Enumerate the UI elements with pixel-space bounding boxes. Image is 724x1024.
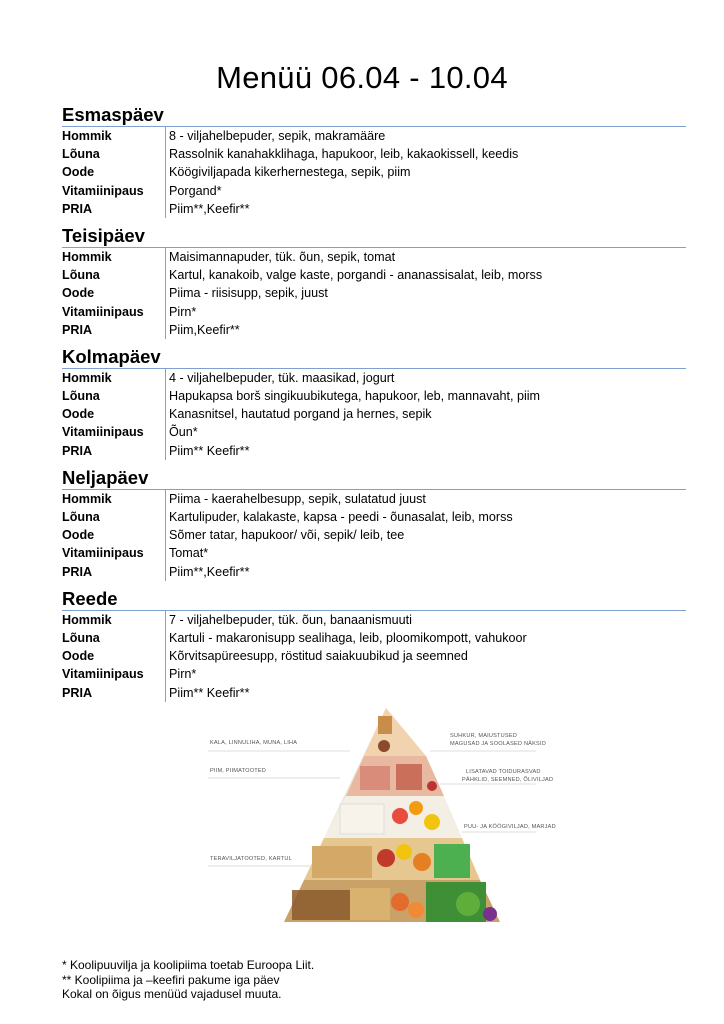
menu-row bbox=[62, 490, 686, 508]
menu-row bbox=[62, 611, 686, 629]
menu-row bbox=[62, 163, 686, 181]
meal-value: 4 - viljahelbepuder, tük. maasikad, jogurt bbox=[169, 370, 395, 385]
meal-value: Maisimannapuder, tük. õun, sepik, tomat bbox=[169, 249, 396, 264]
meal-label: Oode bbox=[62, 163, 166, 181]
day-title: Neljapäev bbox=[62, 467, 686, 490]
menu-row bbox=[62, 508, 686, 526]
pyramid-label-vegetables: PUU- JA KÖÖGIVILJAD, MARJAD bbox=[464, 824, 556, 830]
meal-label: Oode bbox=[62, 647, 166, 665]
meal-value: Piim**,Keefir** bbox=[169, 201, 250, 216]
meal-label: Lõuna bbox=[62, 387, 166, 405]
day-section bbox=[62, 104, 686, 218]
food-pyramid-image bbox=[200, 706, 556, 926]
meal-value: Piima - riisisupp, sepik, juust bbox=[169, 286, 328, 301]
meal-value: Piim,Keefir** bbox=[169, 322, 240, 337]
meal-value: Pirn* bbox=[169, 304, 197, 319]
day-section bbox=[62, 346, 686, 460]
menu-row bbox=[62, 200, 686, 218]
day-section bbox=[62, 225, 686, 339]
meal-label: Hommik bbox=[62, 127, 166, 145]
day-title: Teisipäev bbox=[62, 225, 686, 248]
page-title: Menüü 06.04 - 10.04 bbox=[216, 60, 508, 95]
meal-label: Vitamiinipaus bbox=[62, 303, 166, 321]
meal-label: PRIA bbox=[62, 563, 166, 581]
pyramid-label-sugar: SUHKUR, MAIUSTUSED bbox=[450, 733, 518, 739]
weekly-menu bbox=[62, 104, 686, 709]
menu-row bbox=[62, 321, 686, 339]
meal-value: Piim** Keefir** bbox=[169, 685, 250, 700]
meal-label: Oode bbox=[62, 526, 166, 544]
meal-label: Oode bbox=[62, 284, 166, 302]
pyramid-label-meat: KALA, LINNULIHA, MUNA, LIHA bbox=[210, 740, 298, 746]
meal-label: Vitamiinipaus bbox=[62, 544, 166, 562]
meal-value: 7 - viljahelbepuder, tük. õun, banaanismuuti bbox=[169, 612, 412, 627]
menu-row bbox=[62, 665, 686, 683]
meal-label: Lõuna bbox=[62, 266, 166, 284]
day-section bbox=[62, 588, 686, 702]
meal-label: PRIA bbox=[62, 442, 166, 460]
meal-label: Vitamiinipaus bbox=[62, 423, 166, 441]
pyramid-label-snacks: MAGUSAD JA SOOLASED NÄKSID bbox=[450, 741, 546, 747]
pyramid-label-fats: LISATAVAD TOIDURASVAD bbox=[466, 769, 541, 775]
pyramid-label-dairy: PIIM, PIIMATOOTED bbox=[210, 768, 267, 774]
meal-value: Piim**,Keefir** bbox=[169, 564, 250, 579]
meal-label: Vitamiinipaus bbox=[62, 182, 166, 200]
meal-label: Lõuna bbox=[62, 508, 166, 526]
menu-row bbox=[62, 387, 686, 405]
meal-value: Köögiviljapada kikerhernestega, sepik, piim bbox=[169, 165, 411, 180]
meal-value: Kõrvitsapüreesupp, röstitud saiakuubikud ja seemned bbox=[169, 649, 468, 664]
menu-row bbox=[62, 303, 686, 321]
footnote: * Koolipuuvilja ja koolipiima toetab Euroopa Liit. bbox=[62, 958, 315, 972]
meal-label: Vitamiinipaus bbox=[62, 665, 166, 683]
meal-value: Hapukapsa borš singikuubikutega, hapukoor, leb, mannavaht, piim bbox=[169, 389, 541, 404]
menu-row bbox=[62, 526, 686, 544]
meal-value: 8 - viljahelbepuder, sepik, makramääre bbox=[169, 129, 386, 143]
pyramid-label-nuts: PÄHKLID, SEEMNED, ÕLIVILJAD bbox=[462, 777, 554, 783]
meal-value: Piim** Keefir** bbox=[169, 443, 250, 458]
menu-row bbox=[62, 544, 686, 562]
meal-value: Sõmer tatar, hapukoor/ või, sepik/ leib, tee bbox=[169, 528, 405, 543]
menu-row bbox=[62, 684, 686, 702]
menu-row bbox=[62, 369, 686, 387]
meal-label: Oode bbox=[62, 405, 166, 423]
meal-label: Lõuna bbox=[62, 145, 166, 163]
meal-label: PRIA bbox=[62, 200, 166, 218]
menu-row bbox=[62, 647, 686, 665]
menu-row bbox=[62, 248, 686, 266]
meal-label: Hommik bbox=[62, 248, 166, 266]
meal-value: Õun* bbox=[169, 425, 198, 440]
menu-row bbox=[62, 145, 686, 163]
day-title: Reede bbox=[62, 588, 686, 611]
day-title: Kolmapäev bbox=[62, 346, 686, 369]
day-section bbox=[62, 467, 686, 581]
meal-value: Pirn* bbox=[169, 667, 197, 682]
meal-value: Kartul, kanakoib, valge kaste, porgandi - ananassisalat, leib, morss bbox=[169, 268, 543, 283]
menu-row bbox=[62, 629, 686, 647]
meal-value: Rassolnik kanahakklihaga, hapukoor, leib, kakaokissell, keedis bbox=[169, 147, 519, 162]
menu-row bbox=[62, 182, 686, 200]
menu-row bbox=[62, 266, 686, 284]
meal-value: Kanasnitsel, hautatud porgand ja hernes, sepik bbox=[169, 407, 432, 422]
meal-label: Lõuna bbox=[62, 629, 166, 647]
meal-value: Porgand* bbox=[169, 183, 222, 198]
footnote: Kokal on õigus menüüd vajadusel muuta. bbox=[62, 987, 282, 1002]
day-title: Esmaspäev bbox=[62, 104, 686, 127]
menu-row bbox=[62, 442, 686, 460]
menu-row bbox=[62, 405, 686, 423]
meal-label: Hommik bbox=[62, 369, 166, 387]
menu-row bbox=[62, 423, 686, 441]
menu-row bbox=[62, 284, 686, 302]
meal-value: Kartulipuder, kalakaste, kapsa - peedi - õunasalat, leib, morss bbox=[169, 510, 513, 524]
menu-row bbox=[62, 563, 686, 581]
meal-label: Hommik bbox=[62, 611, 166, 629]
meal-value: Kartuli - makaronisupp sealihaga, leib, ploomikompott, vahukoor bbox=[169, 630, 527, 645]
meal-value: Piima - kaerahelbesupp, sepik, sulatatud juust bbox=[169, 491, 426, 506]
menu-row bbox=[62, 127, 686, 145]
meal-value: Tomat* bbox=[169, 546, 209, 561]
meal-label: PRIA bbox=[62, 684, 166, 702]
meal-label: PRIA bbox=[62, 321, 166, 339]
meal-label: Hommik bbox=[62, 490, 166, 508]
footnote: ** Koolipiima ja –keefiri pakume iga päev bbox=[62, 972, 280, 987]
pyramid-label-grains: TERAVILJATOOTED, KARTUL bbox=[210, 856, 292, 862]
footnotes bbox=[62, 958, 314, 1002]
